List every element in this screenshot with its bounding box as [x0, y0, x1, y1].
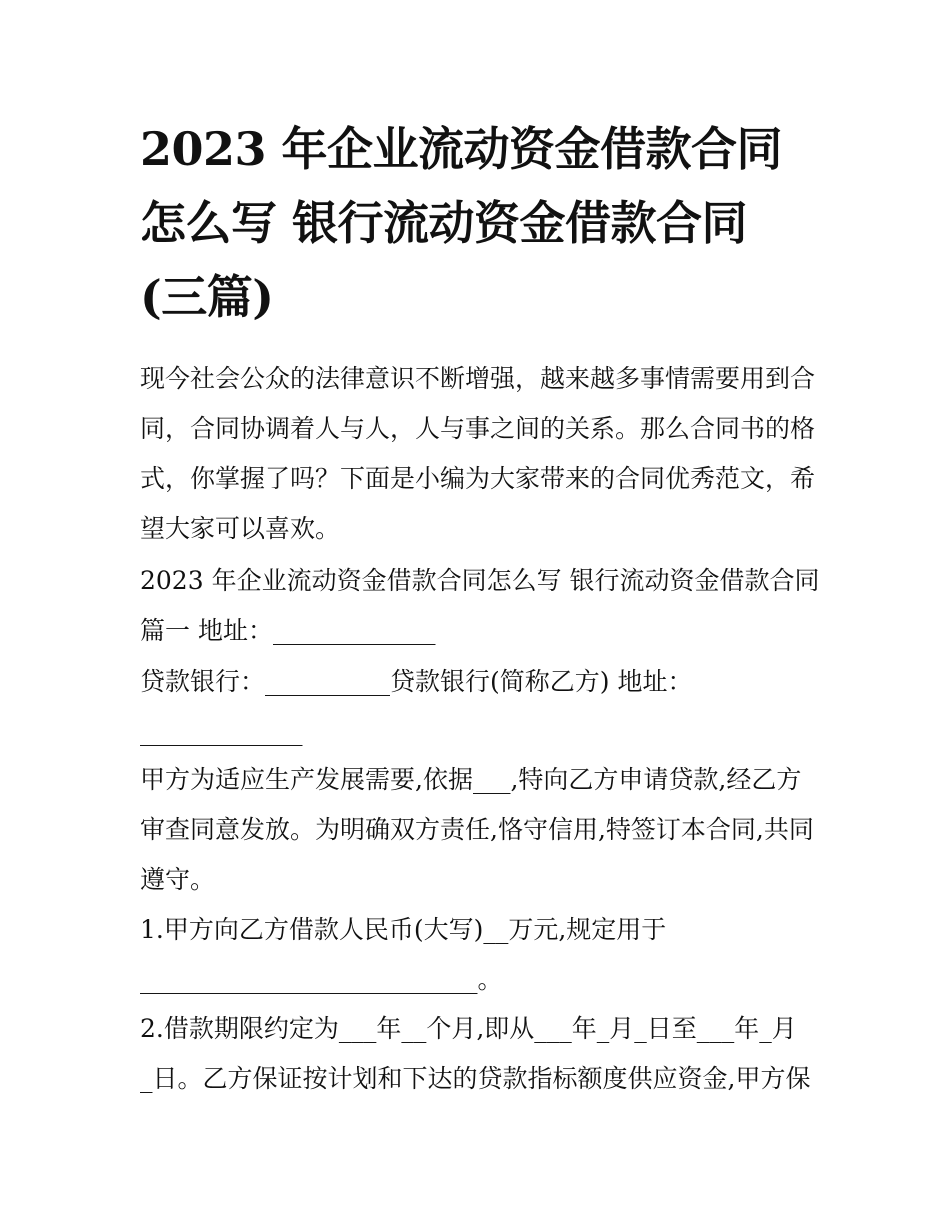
title-line-3: (三篇): [140, 270, 274, 324]
intro-line-4: 望大家可以喜欢。: [140, 514, 341, 543]
intro-line-2: 同，合同协调着人与人，人与事之间的关系。那么合同书的格: [140, 414, 816, 443]
intro-line-3: 式，你掌握了吗？下面是小编为大家带来的合同优秀范文，希: [140, 464, 816, 493]
lender-line-1: 贷款银行：__________贷款银行(简称乙方) 地址：: [140, 667, 693, 696]
clause-1-line-2: ___________________________。: [140, 965, 503, 994]
lender-line-2: _____________: [140, 717, 303, 746]
subheading-line-2: 篇一 地址：_____________: [140, 616, 436, 645]
title-line-1: 2023 年企业流动资金借款合同: [140, 122, 783, 176]
clause-2-line-1: 2.借款期限约定为___年__个月,即从___年_月_日至___年_月: [140, 1014, 797, 1043]
clause-1-line-1: 1.甲方向乙方借款人民币(大写)__万元,规定用于: [140, 915, 667, 944]
clause-2: [140, 1004, 820, 1104]
intro-line-1: 现今社会公众的法律意识不断增强，越来越多事情需要用到合: [140, 364, 816, 393]
document-title: [140, 112, 820, 334]
purpose-line-1: 甲方为适应生产发展需要,依据___,特向乙方申请贷款,经乙方: [140, 765, 802, 794]
clause-1: [140, 905, 820, 1005]
subheading-line-1: 2023 年企业流动资金借款合同怎么写 银行流动资金借款合同: [140, 566, 820, 595]
lender-info: [140, 657, 820, 757]
purpose-paragraph: [140, 755, 820, 905]
clause-2-line-2: _日。乙方保证按计划和下达的贷款指标额度供应资金,甲方保: [140, 1064, 811, 1093]
purpose-line-3: 遵守。: [140, 865, 216, 894]
intro-paragraph: [140, 354, 820, 554]
section-subheading: [140, 556, 820, 656]
title-line-2: 怎么写 银行流动资金借款合同: [140, 196, 748, 250]
purpose-line-2: 审查同意发放。为明确双方责任,恪守信用,特签订本合同,共同: [140, 815, 814, 844]
